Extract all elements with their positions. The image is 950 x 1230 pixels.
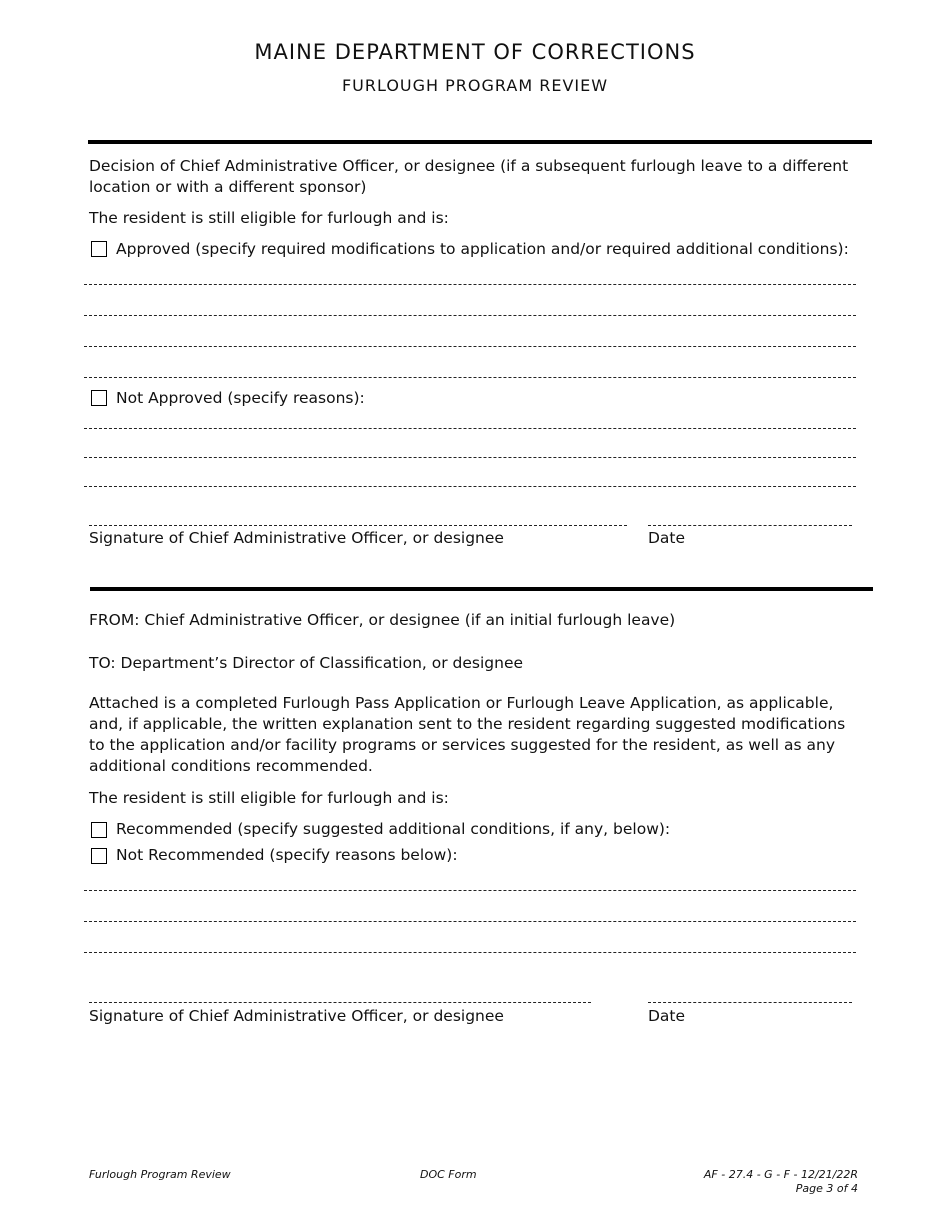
section1-heading: Decision of Chief Administrative Officer, or designee (if a subsequent furlough leave to a different location or with a different sponsor) [89, 157, 849, 196]
date-label-1: Date [648, 529, 686, 547]
footer-form-name: Furlough Program Review [89, 1168, 231, 1181]
footer-form-code: AF - 27.4 - G - F - 12/21/22R [703, 1168, 858, 1181]
memo-body: Attached is a completed Furlough Pass Application or Furlough Leave Application, as applicable, and, if applicable, the written explanation sent to the resident regarding suggested modifications to the application and/or facility programs or services suggested for the resident, as well as any additional conditions recommended. [89, 694, 846, 775]
not-approved-write-line-3[interactable] [84, 486, 856, 487]
approved-checkbox[interactable] [91, 241, 107, 257]
date-line-2[interactable] [648, 1002, 852, 1003]
recommended-label: Recommended (specify suggested additional conditions, if any, below): [116, 820, 671, 838]
date-line-1[interactable] [648, 525, 852, 526]
top-divider [88, 140, 872, 144]
section2-eligibility: The resident is still eligible for furlough and is: [89, 789, 449, 807]
signature-label-1: Signature of Chief Administrative Officer, or designee [89, 529, 504, 547]
reasons-write-line-1[interactable] [84, 890, 856, 891]
not-approved-write-line-1[interactable] [84, 428, 856, 429]
not-approved-label: Not Approved (specify reasons): [116, 389, 365, 407]
footer-page-number: Page 3 of 4 [795, 1182, 858, 1195]
memo-to: TO: Department’s Director of Classification, or designee [89, 654, 524, 672]
approved-write-line-2[interactable] [84, 315, 856, 316]
page-title: MAINE DEPARTMENT OF CORRECTIONS [254, 40, 696, 64]
approved-write-line-3[interactable] [84, 346, 856, 347]
approved-write-line-4[interactable] [84, 377, 856, 378]
memo-from: FROM: Chief Administrative Officer, or designee (if an initial furlough leave) [89, 611, 676, 629]
signature-line-1[interactable] [89, 525, 627, 526]
reasons-write-line-2[interactable] [84, 921, 856, 922]
not-approved-write-line-2[interactable] [84, 457, 856, 458]
footer-doc-type: DOC Form [420, 1168, 477, 1181]
reasons-write-line-3[interactable] [84, 952, 856, 953]
middle-divider [90, 587, 873, 591]
approved-write-line-1[interactable] [84, 284, 856, 285]
section1-eligibility: The resident is still eligible for furlough and is: [89, 209, 449, 227]
recommended-checkbox[interactable] [91, 822, 107, 838]
approved-label: Approved (specify required modifications to application and/or required additional conditions): [116, 240, 849, 258]
date-label-2: Date [648, 1007, 686, 1025]
not-recommended-checkbox[interactable] [91, 848, 107, 864]
signature-line-2[interactable] [89, 1002, 591, 1003]
not-approved-checkbox[interactable] [91, 390, 107, 406]
not-recommended-label: Not Recommended (specify reasons below): [116, 846, 458, 864]
signature-label-2: Signature of Chief Administrative Officer, or designee [89, 1007, 504, 1025]
form-subtitle: FURLOUGH PROGRAM REVIEW [341, 76, 609, 95]
